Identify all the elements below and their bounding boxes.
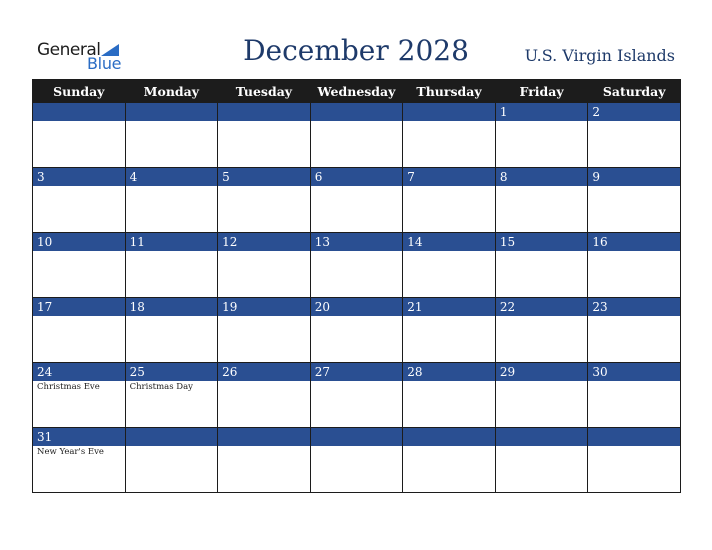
day-number bbox=[218, 103, 310, 121]
day-cell bbox=[33, 298, 126, 363]
day-cell bbox=[495, 363, 588, 428]
day-cell bbox=[218, 428, 311, 493]
day-cell bbox=[125, 298, 218, 363]
logo-text-blue: Blue bbox=[87, 54, 122, 73]
holiday-label: Christmas Day bbox=[129, 382, 193, 392]
day-cell bbox=[33, 103, 126, 168]
day-number: 10 bbox=[33, 233, 125, 251]
day-cell bbox=[218, 168, 311, 233]
day-cell bbox=[403, 428, 496, 493]
day-cell bbox=[310, 363, 403, 428]
day-number: 5 bbox=[218, 168, 310, 186]
calendar-title: December 2028 bbox=[243, 34, 469, 67]
day-number: 6 bbox=[311, 168, 403, 186]
day-cell bbox=[495, 428, 588, 493]
day-number: 14 bbox=[403, 233, 495, 251]
weekday-header: Wednesday bbox=[310, 80, 403, 103]
day-number: 4 bbox=[126, 168, 218, 186]
weekday-header: Tuesday bbox=[218, 80, 311, 103]
day-cell bbox=[588, 428, 681, 493]
day-cell bbox=[33, 233, 126, 298]
day-number: 29 bbox=[496, 363, 588, 381]
day-number: 11 bbox=[126, 233, 218, 251]
day-number bbox=[218, 428, 310, 446]
weekday-header: Saturday bbox=[588, 80, 681, 103]
day-cell bbox=[310, 103, 403, 168]
day-number: 8 bbox=[496, 168, 588, 186]
day-number bbox=[403, 428, 495, 446]
week-row bbox=[33, 168, 681, 233]
day-number: 21 bbox=[403, 298, 495, 316]
day-cell bbox=[310, 428, 403, 493]
day-number: 22 bbox=[496, 298, 588, 316]
weekday-header: Friday bbox=[495, 80, 588, 103]
day-number: 19 bbox=[218, 298, 310, 316]
day-cell bbox=[588, 233, 681, 298]
day-number bbox=[33, 103, 125, 121]
day-number: 18 bbox=[126, 298, 218, 316]
day-number: 23 bbox=[588, 298, 680, 316]
day-number: 1 bbox=[496, 103, 588, 121]
week-row bbox=[33, 103, 681, 168]
weekday-header: Thursday bbox=[403, 80, 496, 103]
day-cell bbox=[588, 363, 681, 428]
weekday-header: Sunday bbox=[33, 80, 126, 103]
calendar-grid bbox=[32, 79, 681, 493]
day-cell bbox=[495, 103, 588, 168]
day-number: 13 bbox=[311, 233, 403, 251]
day-cell bbox=[495, 168, 588, 233]
holiday-label: New Year's Eve bbox=[37, 447, 104, 457]
holiday-label: Christmas Eve bbox=[37, 382, 100, 392]
weekday-header-row bbox=[33, 80, 681, 103]
day-number: 2 bbox=[588, 103, 680, 121]
day-cell bbox=[33, 428, 126, 493]
day-number: 24 bbox=[33, 363, 125, 381]
day-cell bbox=[495, 233, 588, 298]
day-number: 12 bbox=[218, 233, 310, 251]
day-cell bbox=[588, 298, 681, 363]
day-number: 16 bbox=[588, 233, 680, 251]
day-cell bbox=[403, 233, 496, 298]
day-number bbox=[588, 428, 680, 446]
week-row bbox=[33, 363, 681, 428]
day-number: 25 bbox=[126, 363, 218, 381]
day-number: 30 bbox=[588, 363, 680, 381]
day-number: 27 bbox=[311, 363, 403, 381]
day-number bbox=[126, 103, 218, 121]
day-cell bbox=[588, 103, 681, 168]
day-number: 9 bbox=[588, 168, 680, 186]
day-number bbox=[311, 428, 403, 446]
day-cell bbox=[588, 168, 681, 233]
day-number: 26 bbox=[218, 363, 310, 381]
day-cell bbox=[125, 168, 218, 233]
day-cell bbox=[33, 168, 126, 233]
day-cell bbox=[403, 168, 496, 233]
day-number: 3 bbox=[33, 168, 125, 186]
day-cell bbox=[125, 428, 218, 493]
day-cell bbox=[125, 363, 218, 428]
day-number: 7 bbox=[403, 168, 495, 186]
day-cell bbox=[403, 298, 496, 363]
day-number bbox=[126, 428, 218, 446]
day-cell bbox=[403, 103, 496, 168]
week-row bbox=[33, 428, 681, 493]
day-cell bbox=[33, 363, 126, 428]
day-cell bbox=[218, 298, 311, 363]
day-number: 31 bbox=[33, 428, 125, 446]
day-number: 17 bbox=[33, 298, 125, 316]
day-number: 28 bbox=[403, 363, 495, 381]
region-label: U.S. Virgin Islands bbox=[524, 46, 675, 65]
day-number bbox=[403, 103, 495, 121]
weekday-header: Monday bbox=[125, 80, 218, 103]
day-number: 15 bbox=[496, 233, 588, 251]
day-cell bbox=[403, 363, 496, 428]
day-cell bbox=[310, 168, 403, 233]
day-cell bbox=[218, 233, 311, 298]
logo-text-general: General bbox=[37, 40, 101, 60]
day-cell bbox=[310, 298, 403, 363]
day-cell bbox=[125, 103, 218, 168]
day-number bbox=[496, 428, 588, 446]
day-number bbox=[311, 103, 403, 121]
day-cell bbox=[218, 103, 311, 168]
day-cell bbox=[218, 363, 311, 428]
day-cell bbox=[495, 298, 588, 363]
day-number: 20 bbox=[311, 298, 403, 316]
week-row bbox=[33, 233, 681, 298]
day-cell bbox=[310, 233, 403, 298]
day-cell bbox=[125, 233, 218, 298]
week-row bbox=[33, 298, 681, 363]
